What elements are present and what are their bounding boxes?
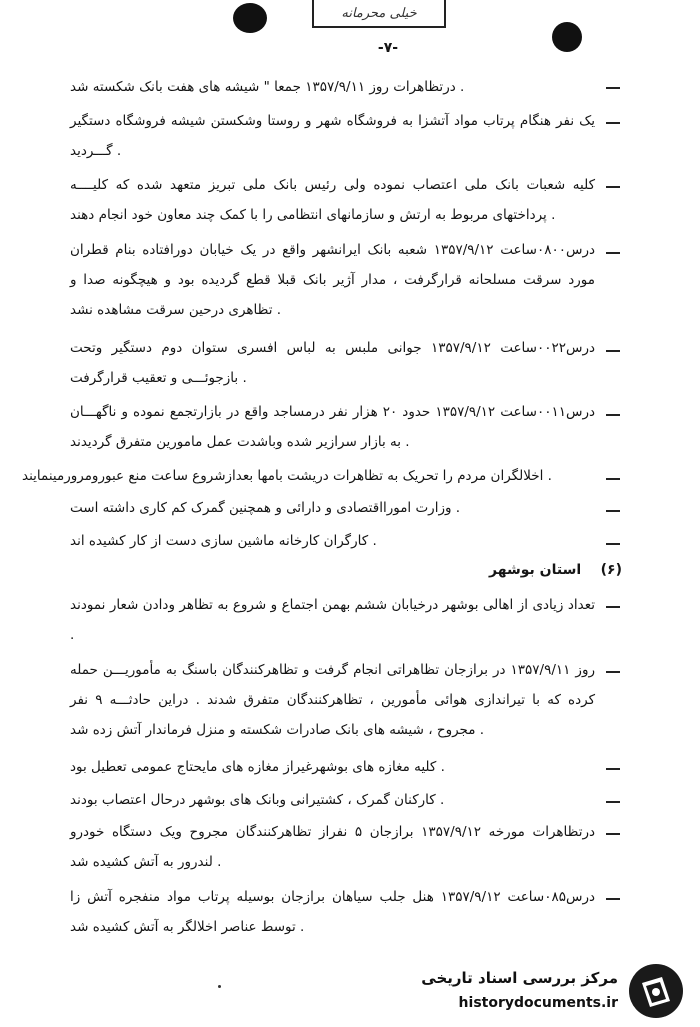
item-text: وزارت امورااقتصادی و دارائی و همچنین گمرک کم کاری داشته است . [70,500,461,516]
item-text: درتظاهرات روز ۱۳۵۷/۹/۱۱ جمعا " شیشه های هفت بانک شکسته شد . [70,79,465,95]
item-text: درس۰۸۵ساعت ۱۳۵۷/۹/۱۲ هنل جلب سیاهان برازجان بوسیله پرتاب مواد منفجره آتش زا توسط عناصر اخلالگر به آتش کشیده شد . [70,889,595,935]
bullet-dash [606,543,620,545]
item-text: کارگران کارخانه ماشین سازی دست از کار کشیده اند . [70,533,377,549]
classification-stamp: خیلی محرمانه [312,0,446,28]
watermark-logo [420,955,690,1025]
item-text: کارکنان گمرک ، کشتیرانی وبانک های بوشهر درحال اعتصاب بودند . [70,792,445,808]
bullet-dash [606,350,620,352]
dot-mark [218,985,221,988]
bullet-dash [606,478,620,480]
item-text: درس۰۰۱۱ساعت ۱۳۵۷/۹/۱۲ حدود ۲۰ هزار نفر درمساجد واقع در بازارتجمع نموده و ناگهـــان به بازار سرازیر شده وباشدت عمل مامورین متفرق گردیدند . [70,404,595,450]
bullet-dash [606,122,620,124]
section-heading [489,562,622,578]
item-text: کلیه شعبات بانک ملی اعتصاب نموده ولی رئیس بانک ملی تبریز متعهد شده که کلیــــه پرداختهای مربوط به ارتش و سازمانهای انتظامی را با کمک چند معاون خود انجام دهند . [70,177,595,223]
bullet-dash [606,510,620,512]
bullet-dash [606,414,620,416]
bullet-dash [606,833,620,835]
bullet-dash [606,186,620,188]
item-text: روز ۱۳۵۷/۹/۱۱ در برازجان تظاهراتی انجام گرفت و تظاهرکنندگان باسنگ به مأموریـــن حمله کرده که با تیراندازی هوائی مأمورین ، تظاهرکنندگان متفرق شدند . دراین حادثـــه ۹ نفر مجروح ، شیشه های بانک صادرات شکسته و منزل فرماندار آتش زده شد . [70,662,595,738]
item-text: درس۰۰۲۲ساعت ۱۳۵۷/۹/۱۲ جوانی ملبس به لباس افسری ستوان دوم دستگیر وتحت بازجوئـــی و تعقیب قرارگرفت . [70,340,595,386]
item-text: یک نفر هنگام پرتاب مواد آتشزا به فروشگاه شهر و روستا وشکستن شیشه فروشگاه دستگیر گـــردید . [70,113,595,159]
punch-hole [552,22,582,52]
punch-hole [233,3,267,33]
page-number: -۷- [377,40,399,56]
section-title: استان بوشهر [489,562,582,578]
section-number: (۶) [600,562,622,578]
logo-url: historydocuments.ir [458,995,618,1011]
item-text: اخلالگران مردم را تحریک به تظاهرات دریشت بامها بعدازشروع ساعت منع عبورومرورمینمایند . [22,468,552,484]
bullet-dash [606,898,620,900]
bullet-dash [606,252,620,254]
bullet-dash [606,768,620,770]
item-text: کلیه مغازه های بوشهرغیراز مغازه های مایحتاج عمومی تعطیل بود . [70,759,445,775]
item-text: درتظاهرات مورخه ۱۳۵۷/۹/۱۲ برازجان ۵ نفراز تظاهرکنندگان مجروح ویک دستگاه خودرو لندرور به آتش کشیده شد . [70,824,595,870]
item-text: درس۰۸۰۰ساعت ۱۳۵۷/۹/۱۲ شعبه بانک ایرانشهر واقع در یک خیابان دورافتاده بنام قطران مورد سرقت مسلحانه قرارگرفت ، مدار آژیر بانک قبلا قطع گردیده بود و هیچگونه صدا و تظاهری درحین سرقت مشاهده نشد . [70,242,595,318]
bullet-dash [606,671,620,673]
bullet-dash [606,801,620,803]
bullet-dash [606,606,620,608]
item-text: تعداد زیادی از اهالی بوشهر درخیابان ششم بهمن اجتماع و شروع به تظاهر ودادن شعار نمودند . [70,597,595,643]
logo-title: مرکز بررسی اسناد تاریخی [421,969,618,987]
bullet-dash [606,87,620,89]
archive-logo-icon [626,961,686,1021]
